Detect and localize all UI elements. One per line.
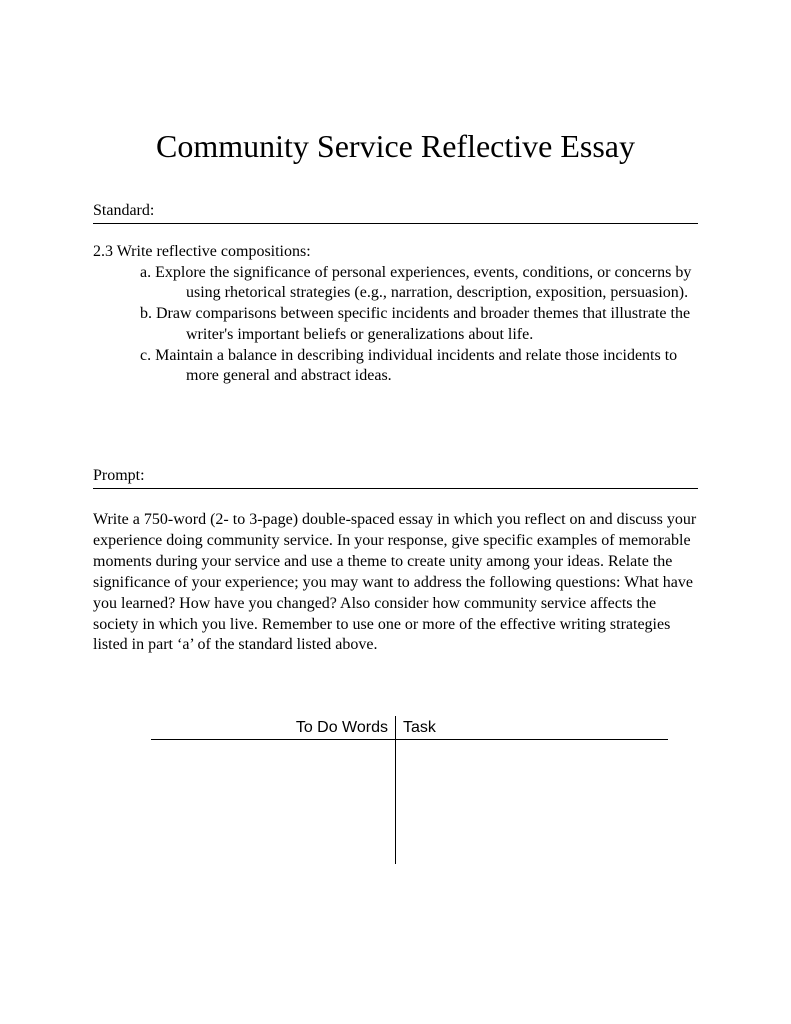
standard-heading: Standard: bbox=[93, 201, 698, 224]
table-horizontal-divider bbox=[151, 739, 668, 740]
standard-block bbox=[93, 242, 713, 387]
todo-words-header: To Do Words bbox=[295, 719, 388, 736]
page-title: Community Service Reflective Essay bbox=[156, 128, 635, 164]
table-vertical-divider bbox=[395, 716, 396, 864]
substandard-item-b: b. Draw comparisons between specific incidents and broader themes that illustrate the writer's important beliefs or generalizations about life. bbox=[140, 305, 691, 343]
prompt-text: Write a 750-word (2- to 3-page) double-spaced essay in which you reflect on and discuss your experience doing community service. In your response, give specific examples of memorable moments during your service and use a theme to create unity among your ideas. Relate the significance of your experience; you may want to address the following questions: What have you learned? How have you changed? Also consider how community service affects the society in which you live. Remember to use one or more of the effective writing strategies listed in part ‘a’ of the standard listed above. bbox=[93, 511, 697, 654]
substandard-item-c: c. Maintain a balance in describing individual incidents and relate those incidents to more general and abstract ideas. bbox=[140, 346, 678, 385]
substandard-item-a: a. Explore the significance of personal experiences, events, conditions, or concerns by using rhetorical strategies (e.g., narration, description, exposition, persuasion). bbox=[140, 263, 692, 302]
prompt-heading: Prompt: bbox=[93, 466, 698, 489]
standard-main: 2.3 Write reflective compositions: bbox=[93, 243, 311, 260]
substandard-list bbox=[93, 263, 713, 387]
task-header: Task bbox=[403, 719, 436, 736]
